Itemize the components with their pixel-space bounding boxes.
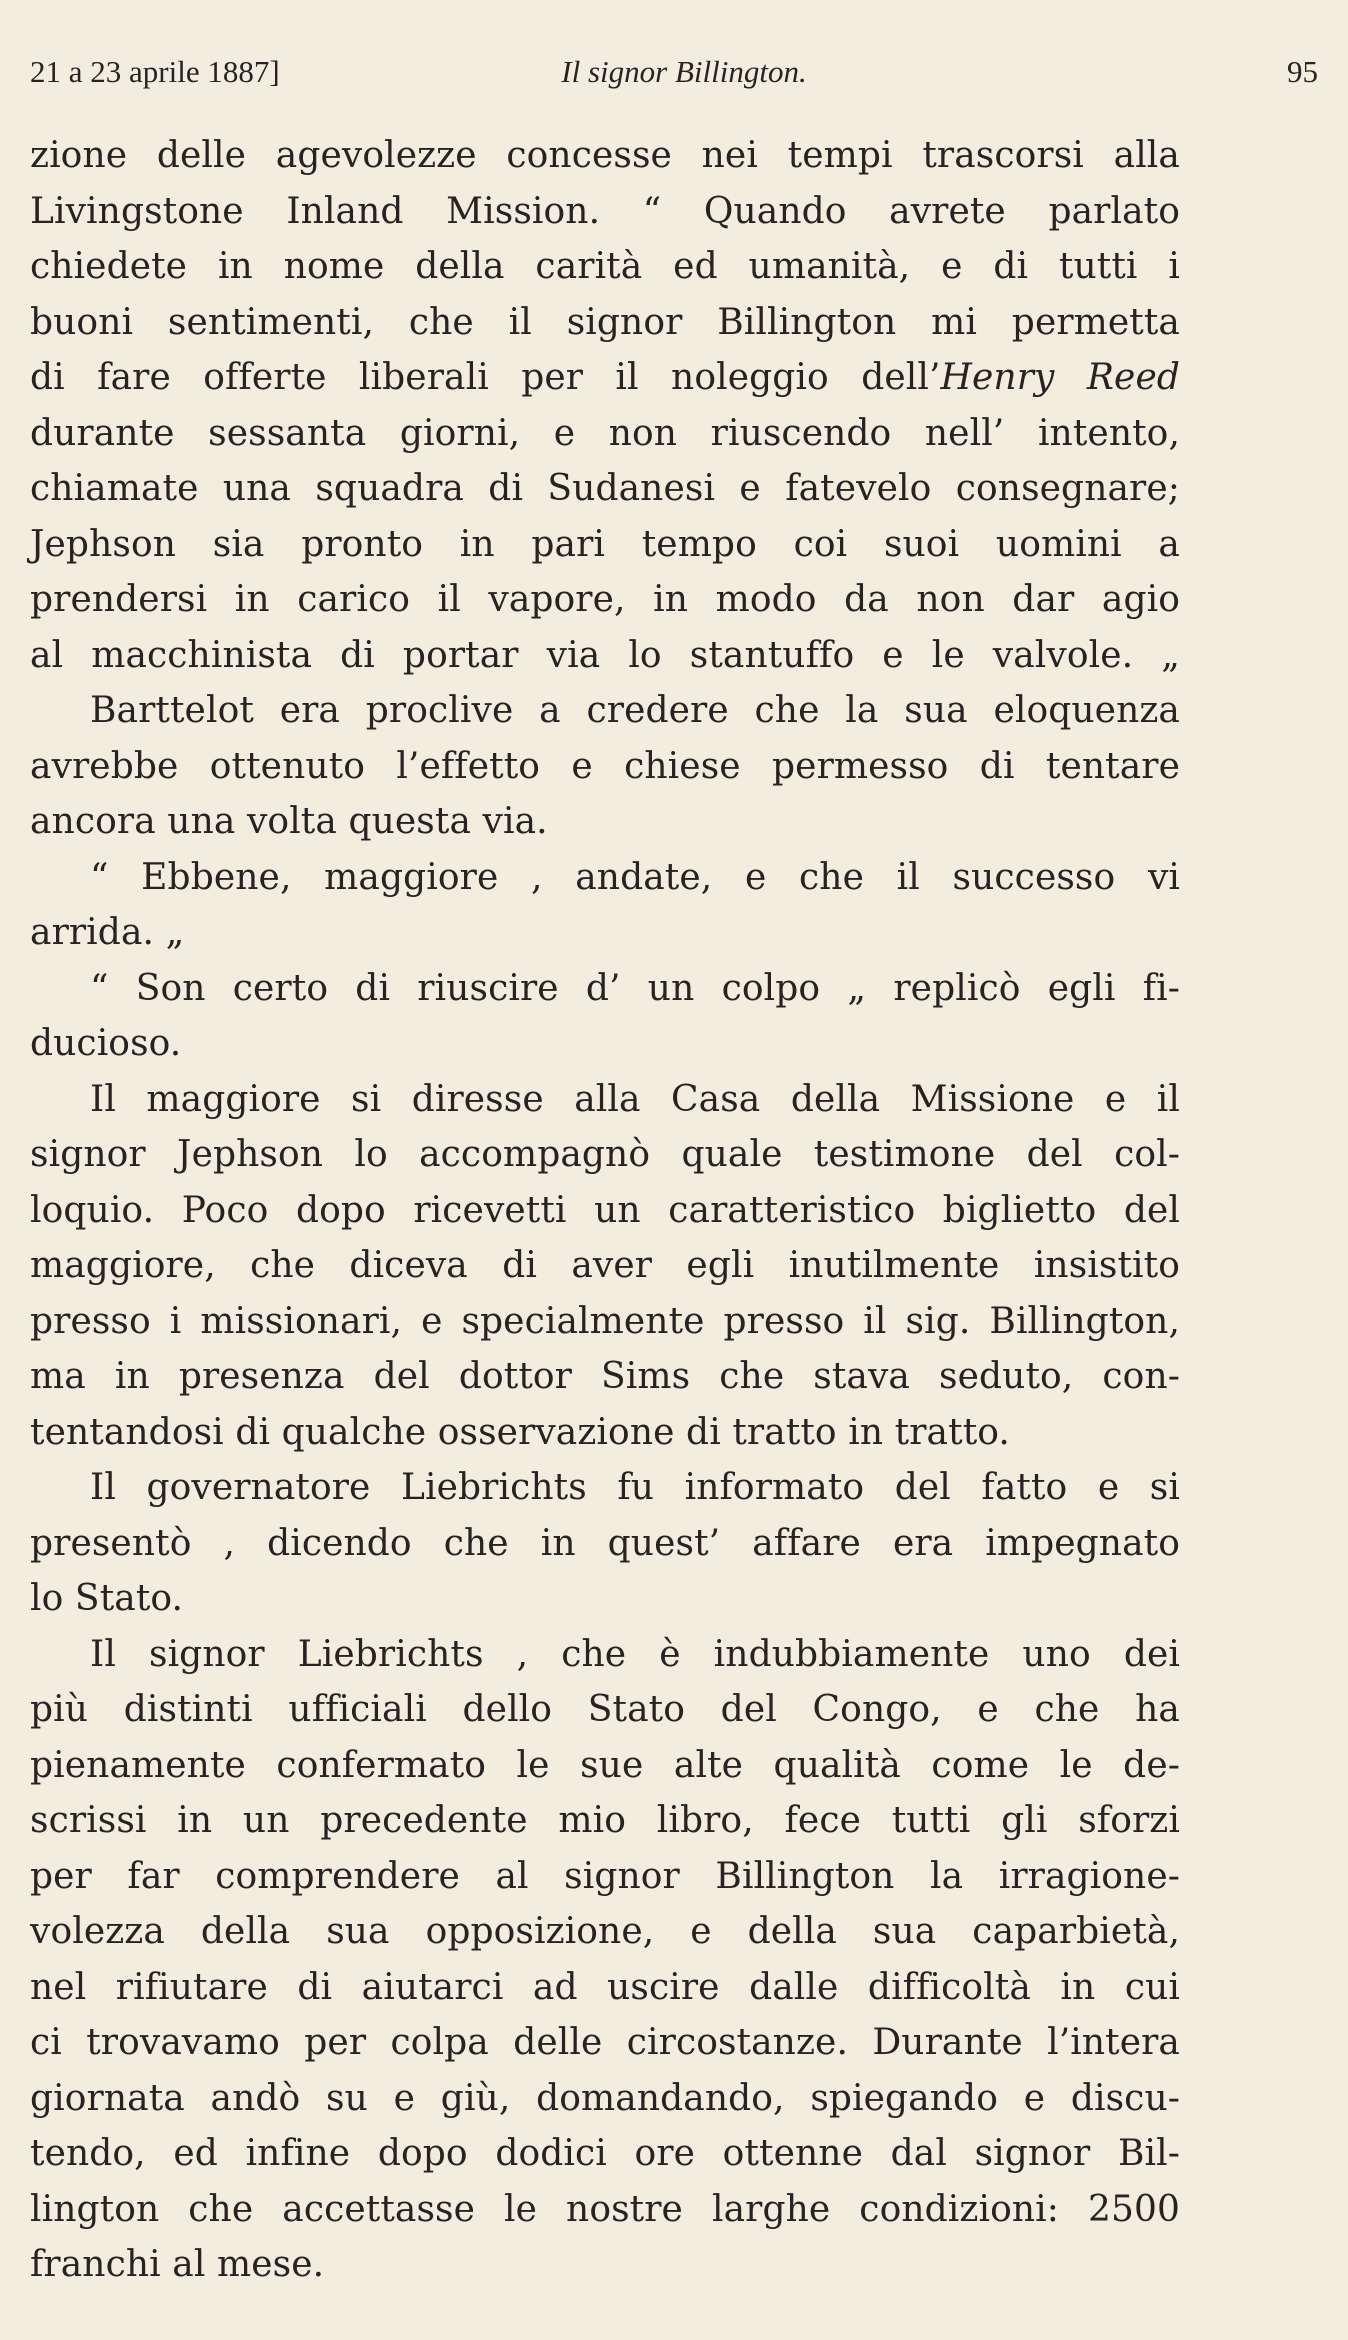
text-line: zione delle agevolezze concesse nei tempi trascorsi alla [30, 135, 1180, 176]
text-line: “ Ebbene, maggiore , andate, e che il successo vi [90, 856, 1180, 898]
text-run: di fare offerte liberali per il noleggio dell’ [30, 357, 941, 398]
text-line: ma in presenza del dottor Sims che stava seduto, con- [30, 1356, 1180, 1397]
text-line: durante sessanta giorni, e non riuscendo nell’ intento, [30, 412, 1180, 454]
page-header [30, 50, 1318, 94]
text-line: presentò , dicendo che in quest’ affare era impegnato [30, 1522, 1180, 1564]
text-line: buoni sentimenti, che il signor Billington mi permetta [30, 301, 1180, 343]
text-line: chiamate una squadra di Sudanesi e fatevelo consegnare; [30, 468, 1180, 509]
text-line: “ Son certo di riuscire d’ un colpo „ replicò egli fi- [90, 967, 1180, 1009]
text-line: nel rifiutare di aiutarci ad uscire dalle difficoltà in cui [30, 1966, 1180, 2008]
text-line: tentandosi di qualche osservazione di tratto in tratto. [30, 1411, 1010, 1453]
text-line: volezza della sua opposizione, e della sua caparbietà, [30, 1911, 1180, 1952]
text-line: chiedete in nome della carità ed umanità, e di tutti i [30, 246, 1180, 287]
text-line: scrissi in un precedente mio libro, fece tutti gli sforzi [30, 1800, 1180, 1841]
text-line: Il maggiore si diresse alla Casa della Missione e il [90, 1078, 1180, 1120]
text-line: Il signor Liebrichts , che è indubbiamente uno dei [90, 1633, 1180, 1675]
text-line: per far comprendere al signor Billington la irragione- [30, 1855, 1180, 1897]
text-line: pienamente confermato le sue alte qualità come le de- [30, 1744, 1180, 1786]
text-line: franchi al mese. [30, 2244, 325, 2285]
text-line: lo Stato. [30, 1578, 184, 1619]
body-text [30, 128, 1180, 2293]
text-line: Il governatore Liebrichts fu informato del fatto e si [90, 1467, 1180, 1508]
text-line: signor Jephson lo accompagnò quale testimone del col- [30, 1134, 1180, 1175]
text-line: tendo, ed infine dopo dodici ore ottenne dal signor Bil- [30, 2133, 1180, 2174]
text-line: ducioso. [30, 1023, 182, 1064]
page-number: 95 [1287, 54, 1318, 89]
text-line: lington che accettasse le nostre larghe condizioni: 2500 [30, 2188, 1180, 2230]
text-line: Barttelot era proclive a credere che la sua eloquenza [90, 690, 1180, 731]
text-line: maggiore, che diceva di aver egli inutilmente insistito [30, 1245, 1180, 1286]
text-line: prendersi in carico il vapore, in modo da non dar agio [30, 579, 1180, 620]
text-line: Livingstone Inland Mission. “ Quando avrete parlato [30, 190, 1180, 232]
text-line [30, 350, 1180, 406]
text-line: giornata andò su e giù, domandando, spiegando e discu- [30, 2077, 1180, 2119]
text-line: più distinti ufficiali dello Stato del Congo, e che ha [30, 1689, 1180, 1730]
text-line: Jephson sia pronto in pari tempo coi suoi uomini a [30, 523, 1180, 565]
running-title: Il signor Billington. [561, 54, 807, 89]
text-line: loquio. Poco dopo ricevetti un caratteristico biglietto del [30, 1189, 1180, 1231]
header-date: 21 a 23 aprile 1887] [30, 54, 280, 89]
text-line: arrida. „ [30, 912, 185, 953]
italic-ship-name: Henry Reed [940, 357, 1180, 398]
text-line: al macchinista di portar via lo stantuffo e le valvole. „ [30, 634, 1180, 676]
text-line: avrebbe ottenuto l’effetto e chiese permesso di tentare [30, 745, 1180, 787]
text-line: presso i missionari, e specialmente presso il sig. Billington, [30, 1300, 1180, 1342]
text-line: ancora una volta questa via. [30, 801, 548, 842]
text-line: ci trovavamo per colpa delle circostanze. Durante l’intera [30, 2022, 1180, 2063]
